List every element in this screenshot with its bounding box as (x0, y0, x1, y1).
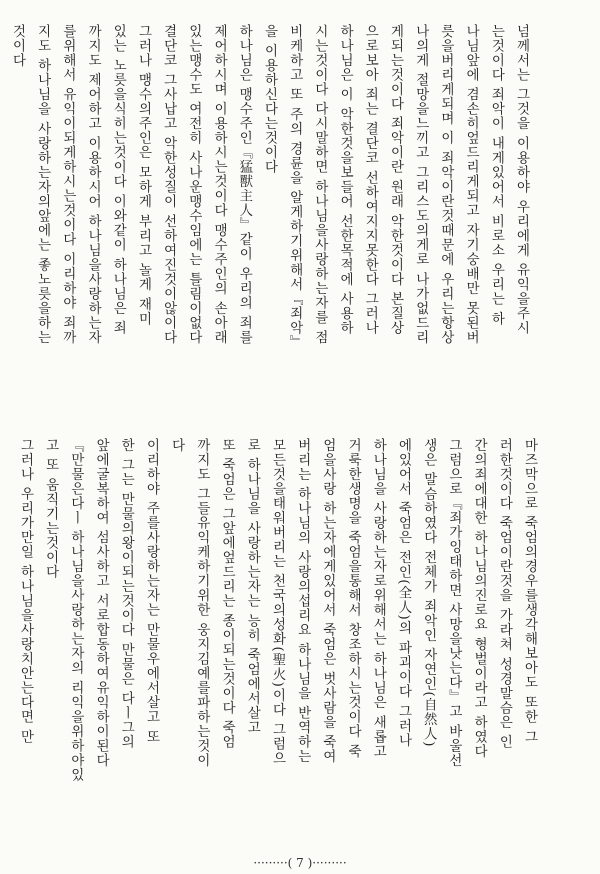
text-column-line: 하나님을 사랑하는자로위해서는 하나님은 새롭고 (370, 438, 386, 759)
text-column-line: 생은 말슴하였다 전체가 죄악인 자연인(自然人) (421, 438, 437, 748)
text-column-line: 이리하야 주를사랑하는자는 만물우에서살고 또 (143, 438, 159, 745)
text-column-line: 까지도 제어하고 이용하시어 하나님을사랑하는자 (85, 24, 101, 345)
text-column-line: 시는것이다 다시말하면 하나님을사랑하는자를 점 (312, 24, 328, 345)
text-column-line: 마즈막으로 죽엄의경우를생각해보아도 또한 그 (522, 438, 537, 745)
text-column-line: 간의죄에대한 하나님의진로요 형벌이라고 하였다 (471, 438, 487, 759)
text-column-line: 있는맹수도 여전히 사나운맹수임에는 틀림이없다 (186, 24, 202, 345)
bottom-text-block (17, 438, 542, 838)
text-column-line: 결단코 그사납고 악한성질이 선하여진것이않이다 (161, 24, 177, 345)
text-column-line: 으로보아 죄는 결단코 선하여지지못한다 그러나 (362, 24, 378, 336)
text-column-line: 는것이다 죄악이 내게있어서 비로소 우리는 하 (488, 24, 504, 327)
text-column-line: 비케하고 또 주의 경륜을 알게하기위해서『죄악』 (287, 24, 303, 350)
text-column-line: 나님앞에 겸손히엎드리게되고 자기숭배만 못된버 (463, 24, 479, 345)
top-text-block (9, 24, 534, 424)
text-column-line: 고 또 움직기는것이다 (43, 438, 59, 580)
text-column-line: 하나님은 이 악한것을보들어 선한목적에 사용하 (337, 24, 353, 336)
text-column-line: 를위해서 유익이되게하시는것이다 이리하야 죄까 (60, 24, 76, 345)
text-column-line: 엄을사랑 하는자에게있어서 죽엄은 벗사람을 죽여 (320, 438, 336, 764)
text-column-line: 모든것을태워버리는 천국의성화(聖火)이다 그럼으 (269, 438, 285, 766)
text-column-line: 한 그는 만물의왕이되는것이다 만물은 다ㅣ그의 (118, 438, 134, 750)
text-column-line: 것이다 (9, 24, 25, 68)
text-column-line: 『만물은다ㅣ 하나님을사랑하는자의 리익을위하야있 (68, 438, 84, 783)
text-column-line: 까지도 그들유익케하기위한 웅지김예를파하는것이 (194, 438, 210, 768)
text-column-line: 로 하나님을 사랑하는자는 능히 죽엄에서살고 (244, 438, 260, 735)
text-column-line: 거룩한생명을 죽엄을통해서 창조하시는것이다 죽 (345, 438, 361, 759)
text-column-line: 앞에굴복하여 섬사하고 서로합동하여유익하이된다 (93, 438, 109, 768)
text-column-line: 게되는것이다 죄악이란 원래 악한것이다 본질상 (387, 24, 403, 336)
text-column-line: 그러나 맹수의주인은 모하게 부리고 놀게 재미 (135, 24, 151, 327)
text-column-line: 러한것이다 죽엄이란것을 가라쳐 성경말슴은 인 (496, 438, 512, 750)
text-column-line: 또 죽엄은 그앞에엎드리는 종이되는것이다 죽엄 (219, 438, 235, 750)
text-column-line: 하나님은 맹수주인『猛獸主人』같이 우리의 죄를 (236, 24, 252, 345)
text-column-line: 버리는 하나님의 사랑의섭리요 하나님을 반역하는 (295, 438, 311, 764)
page-number: ·········( 7 )········· (253, 856, 347, 870)
text-column-line: 지도 하나님을 사랑하는자의앞에는 좋노릇을하는 (35, 24, 51, 345)
text-column-line: 그러나 우리가만일 하나님을사랑치안는다면 만 (17, 438, 33, 745)
text-column-line: 있는 노릇을식히는것이다 이와같이 하나님은 죄 (110, 24, 126, 336)
text-column-line: 을 이용하신다는것이다 (261, 24, 277, 175)
text-column-line: 그럼으로『죄가잉태하면 사망을낫는다』고 바울선 (446, 438, 462, 768)
text-column-line: 에있어서 죽엄은 전인(全人)의 파괴이다 그러나 (395, 438, 411, 748)
text-column-line: 넘께서는 그것을 이용하야 우리에게 유익을주시 (514, 24, 529, 336)
text-column-line: 제어하시며 이용하시는것이다 맹수주인의 손아래 (211, 24, 227, 345)
text-column-line: 다 (169, 438, 185, 453)
text-column-line: 릇을버리게되며 이 죄악이란것때문에 우리는항상 (438, 24, 454, 345)
text-column-line: 나의게 절망을느끼고 그리스도의게로 나가없드리 (413, 24, 429, 345)
